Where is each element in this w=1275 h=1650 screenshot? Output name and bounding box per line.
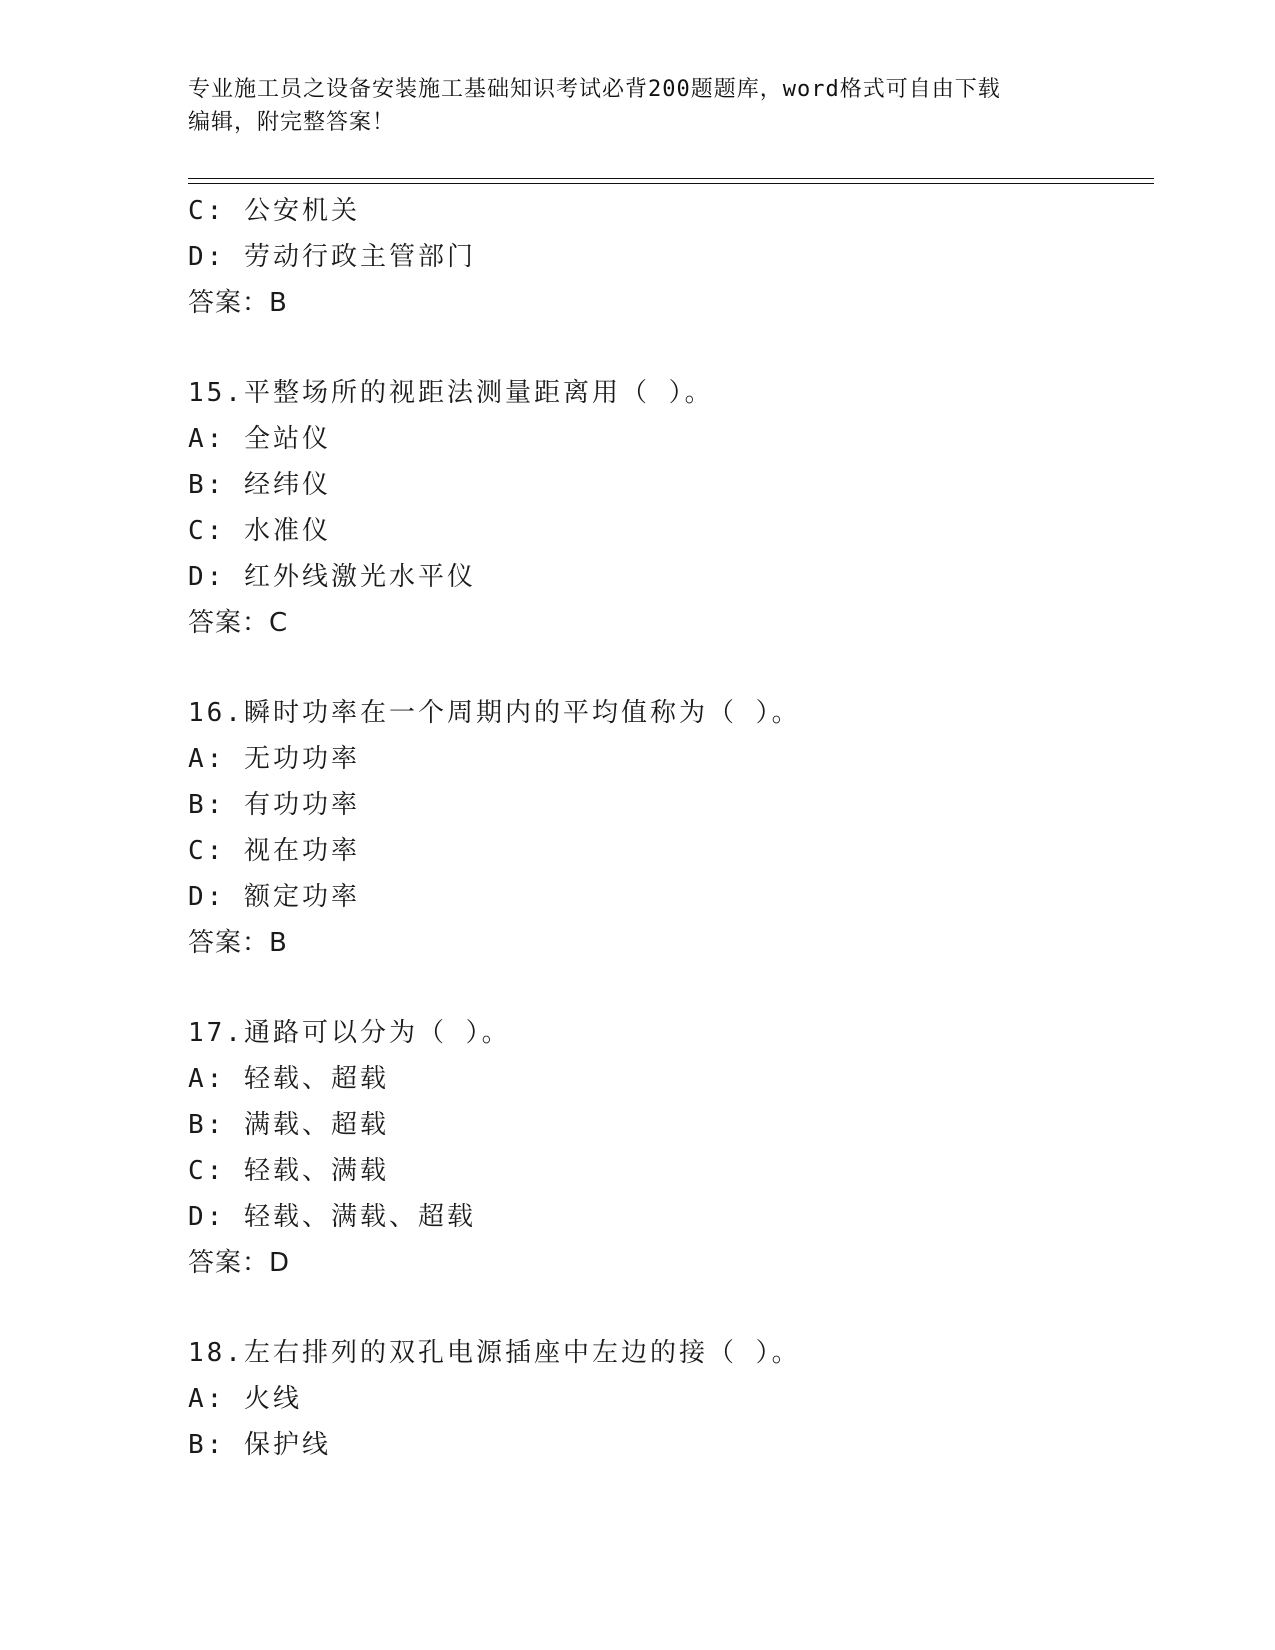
option-text: 视在功率	[243, 836, 360, 866]
option-text: 经纬仪	[243, 470, 331, 500]
option-a	[188, 1056, 1148, 1102]
answer-line: 答案：B	[188, 288, 288, 318]
option-c	[188, 188, 1148, 234]
header-line-1: 专业施工员之设备安装施工基础知识考试必背200题题库，word格式可自由下载	[188, 77, 1001, 102]
option-b	[188, 782, 1148, 828]
option-text: 轻载、超载	[243, 1064, 389, 1094]
document-header	[188, 73, 1088, 139]
option-b	[188, 1422, 1148, 1468]
option-text: 水准仪	[243, 516, 331, 546]
option-c	[188, 828, 1148, 874]
option-a	[188, 416, 1148, 462]
question-stem: 16.瞬时功率在一个周期内的平均值称为（ ）。	[188, 698, 801, 728]
option-label: A:	[188, 1384, 226, 1414]
option-text: 有功功率	[243, 790, 360, 820]
option-label: A:	[188, 744, 226, 774]
spacer	[188, 646, 1148, 690]
question-stem: 17.通路可以分为（ ）。	[188, 1018, 511, 1048]
option-d	[188, 1194, 1148, 1240]
question-partial	[188, 188, 1148, 326]
option-a	[188, 736, 1148, 782]
option-text: 额定功率	[243, 882, 360, 912]
option-label: A:	[188, 1064, 226, 1094]
question-stem: 15.平整场所的视距法测量距离用（ ）。	[188, 378, 714, 408]
option-b	[188, 1102, 1148, 1148]
question-15	[188, 370, 1148, 646]
option-text: 红外线激光水平仪	[243, 562, 476, 592]
answer-line: 答案：D	[188, 1248, 291, 1278]
option-label: B:	[188, 790, 226, 820]
question-list	[188, 188, 1148, 1468]
spacer	[188, 326, 1148, 370]
option-label: D:	[188, 562, 226, 592]
option-text: 无功功率	[243, 744, 360, 774]
question-16	[188, 690, 1148, 966]
option-label: C:	[188, 196, 226, 226]
answer-line: 答案：C	[188, 608, 289, 638]
option-text: 保护线	[243, 1430, 331, 1460]
question-17	[188, 1010, 1148, 1286]
answer-line: 答案：B	[188, 928, 288, 958]
option-label: C:	[188, 516, 226, 546]
option-label: B:	[188, 1430, 226, 1460]
question-stem: 18.左右排列的双孔电源插座中左边的接（ ）。	[188, 1338, 801, 1368]
option-d	[188, 234, 1148, 280]
option-label: D:	[188, 242, 226, 272]
option-c	[188, 1148, 1148, 1194]
spacer	[188, 966, 1148, 1010]
option-d	[188, 554, 1148, 600]
option-c	[188, 508, 1148, 554]
option-text: 轻载、满载	[243, 1156, 389, 1186]
header-line-2: 编辑，附完整答案！	[188, 110, 396, 135]
option-text: 轻载、满载、超载	[243, 1202, 476, 1232]
option-text: 劳动行政主管部门	[243, 242, 476, 272]
option-label: B:	[188, 470, 226, 500]
option-text: 公安机关	[243, 196, 360, 226]
option-label: C:	[188, 1156, 226, 1186]
option-label: C:	[188, 836, 226, 866]
question-18	[188, 1330, 1148, 1468]
option-text: 火线	[243, 1384, 302, 1414]
option-label: D:	[188, 1202, 226, 1232]
option-d	[188, 874, 1148, 920]
header-rule-top	[188, 178, 1154, 179]
option-label: B:	[188, 1110, 226, 1140]
option-label: D:	[188, 882, 226, 912]
option-a	[188, 1376, 1148, 1422]
option-text: 全站仪	[243, 424, 331, 454]
spacer	[188, 1286, 1148, 1330]
option-text: 满载、超载	[243, 1110, 389, 1140]
option-b	[188, 462, 1148, 508]
header-rule-bottom	[188, 183, 1154, 184]
option-label: A:	[188, 424, 226, 454]
